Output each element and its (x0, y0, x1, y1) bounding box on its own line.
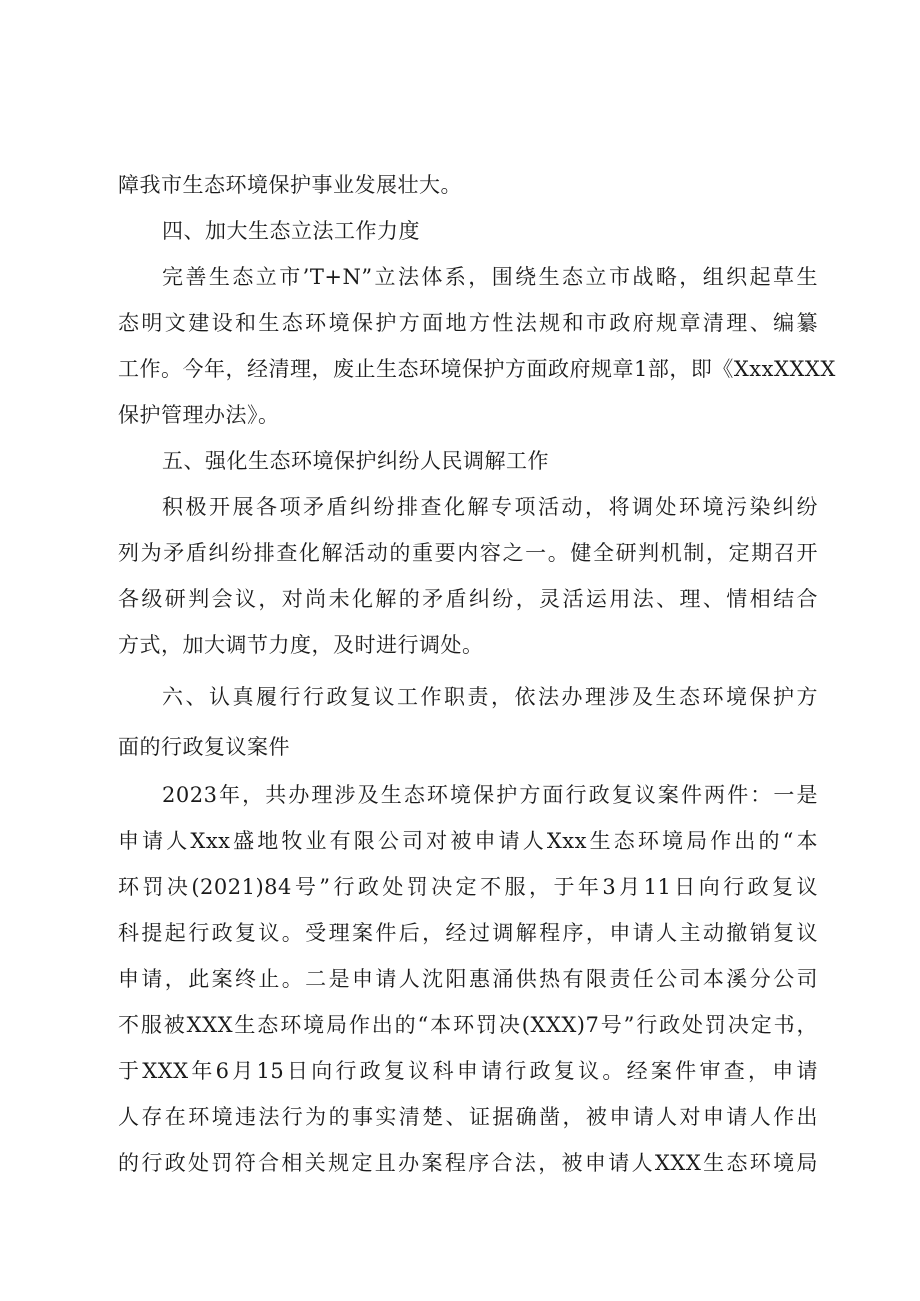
section6-heading-continued: 面的行政复议案件 (118, 735, 290, 759)
section4-line: 态明文建设和生态环境保护方面地方性法规和市政府规章清理、编纂 (118, 311, 818, 335)
section6-heading: 六、认真履行行政复议工作职责，依法办理涉及生态环境保护方 (162, 685, 818, 709)
section6-line: 于XXX年6月15日向行政复议科申请行政复议。经案件审查，申请 (118, 1059, 818, 1083)
section5-line: 各级研判会议，对尚未化解的矛盾纠纷，灵活运用法、理、情相结合 (118, 587, 818, 611)
section4-heading: 四、加大生态立法工作力度 (162, 219, 420, 243)
section5-line: 积极开展各项矛盾纠纷排查化解专项活动，将调处环境污染纠纷 (162, 495, 818, 519)
section6-line: 的行政处罚符合相关规定且办案程序合法，被申请人XXX生态环境局 (118, 1151, 818, 1175)
section6-line: 不服被XXX生态环境局作出的“本环罚决(XXX)7号”行政处罚决定书， (118, 1013, 818, 1037)
section4-line: 保护管理办法》。 (118, 403, 280, 427)
section6-line: 2023年，共办理涉及生态环境保护方面行政复议案件两件：一是 (162, 783, 818, 807)
section5-heading: 五、强化生态环境保护纠纷人民调解工作 (162, 449, 549, 473)
intro-tail-line: 障我市生态环境保护事业发展壮大。 (118, 173, 462, 197)
section5-line: 方式，加大调节力度，及时进行调处。 (118, 633, 484, 657)
section6-line: 科提起行政复议。受理案件后，经过调解程序，申请人主动撤销复议 (118, 921, 818, 945)
section5-line: 列为矛盾纠纷排查化解活动的重要内容之一。健全研判机制，定期召开 (118, 541, 818, 565)
section6-line: 申请，此案终止。二是申请人沈阳惠涌供热有限责任公司本溪分公司 (118, 967, 818, 991)
section6-line: 人存在环境违法行为的事实清楚、证据确凿，被申请人对申请人作出 (118, 1105, 818, 1129)
section6-line: 申请人Xxx盛地牧业有限公司对被申请人Xxx生态环境局作出的“本 (118, 829, 818, 853)
document-page (118, 162, 836, 1186)
section6-line: 环罚决(2021)84号”行政处罚决定不服，于年3月11日向行政复议 (118, 875, 818, 899)
section4-line: 完善生态立市’T+N”立法体系，围绕生态立市战略，组织起草生 (162, 265, 818, 289)
section4-line: 工作。今年，经清理，废止生态环境保护方面政府规章1部，即《XxxXXXX (118, 357, 836, 381)
